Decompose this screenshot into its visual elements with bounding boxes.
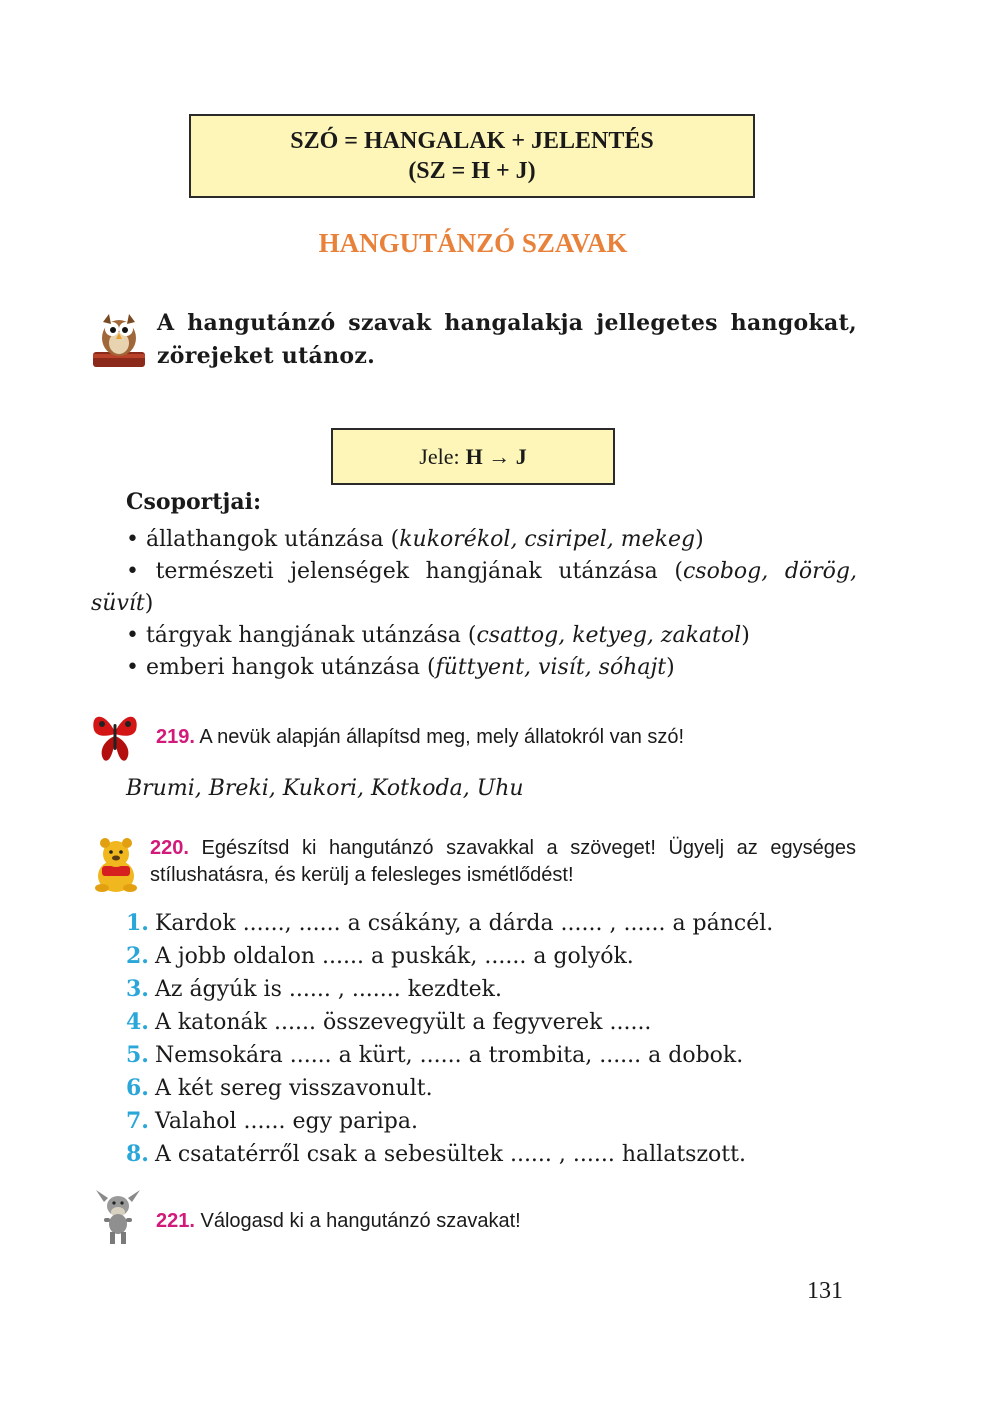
- sentence-item: 8. A csatatérről csak a sebesültek ...... , ...... hallatszott.: [126, 1141, 746, 1167]
- animal-names: Brumi, Breki, Kukori, Kotkoda, Uhu: [126, 776, 524, 801]
- sign-formula: H → J: [465, 443, 527, 469]
- group-examples: füttyent, visít, sóhajt: [435, 655, 667, 680]
- exercise-text: Válogasd ki a hangutánzó szavakat!: [200, 1210, 521, 1232]
- owl-icon: [91, 310, 147, 368]
- sentence-item: 2. A jobb oldalon ...... a puskák, ...... a golyók.: [126, 943, 634, 969]
- page-number: 131: [807, 1278, 843, 1304]
- sentence-item: 4. A katonák ...... összevegyült a fegyverek ......: [126, 1009, 652, 1035]
- exercise-220: [150, 835, 856, 889]
- sentence-list: [126, 907, 773, 1171]
- butterfly-icon: [90, 708, 140, 764]
- group-item: • állathangok utánzása (kukorékol, csiripel, mekeg): [126, 527, 704, 552]
- group-examples: csobog, dörög, süvít: [91, 559, 858, 616]
- definition-text: A hangutánzó szavak hangalakja jellegetes hangokat, zörejeket utánoz.: [157, 310, 857, 369]
- exercise-219: [156, 724, 856, 751]
- group-examples: csattog, ketyeg, zakatol: [476, 623, 742, 648]
- exercise-text: A nevük alapján állapítsd meg, mely állatokról van szó!: [199, 726, 685, 748]
- group-item: • tárgyak hangjának utánzása (csattog, ketyeg, zakatol): [126, 623, 750, 648]
- formula-line-2: (SZ = H + J): [408, 158, 536, 184]
- sentence-item: 3. Az ágyúk is ...... , ....... kezdtek.: [126, 976, 502, 1002]
- sentence-item: 5. Nemsokára ...... a kürt, ...... a trombita, ...... a dobok.: [126, 1042, 744, 1068]
- sign-label: Jele:: [419, 443, 460, 469]
- section-title: HANGUTÁNZÓ SZAVAK: [318, 228, 628, 258]
- sentence-item: 6. A két sereg visszavonult.: [126, 1075, 433, 1101]
- sign-box: [331, 428, 615, 485]
- groups-list: [91, 524, 857, 684]
- bear-icon: [90, 836, 142, 894]
- exercise-number: 220.: [150, 837, 189, 859]
- group-item: • emberi hangok utánzása (füttyent, visít, sóhajt): [126, 655, 675, 680]
- formula-box: [189, 114, 755, 198]
- exercise-221: [156, 1208, 856, 1235]
- donkey-icon: [90, 1188, 146, 1246]
- exercise-number: 219.: [156, 726, 195, 748]
- group-item: • természeti jelenségek hangjának utánzása (csobog, dörög, süvít): [91, 559, 858, 616]
- exercise-text: Egészítsd ki hangutánzó szavakkal a szöveget! Ügyelj az egységes stílushatásra, és kerülj a felesleges ismétlődést!: [150, 837, 856, 886]
- formula-line-1: SZÓ = HANGALAK + JELENTÉS: [290, 128, 654, 154]
- sentence-item: 1. Kardok ......, ...... a csákány, a dárda ...... , ...... a páncél.: [126, 910, 774, 936]
- group-examples: kukorékol, csiripel, mekeg: [399, 527, 696, 552]
- sentence-item: 7. Valahol ...... egy paripa.: [126, 1108, 418, 1134]
- groups-heading: Csoportjai:: [126, 489, 262, 515]
- exercise-number: 221.: [156, 1210, 195, 1232]
